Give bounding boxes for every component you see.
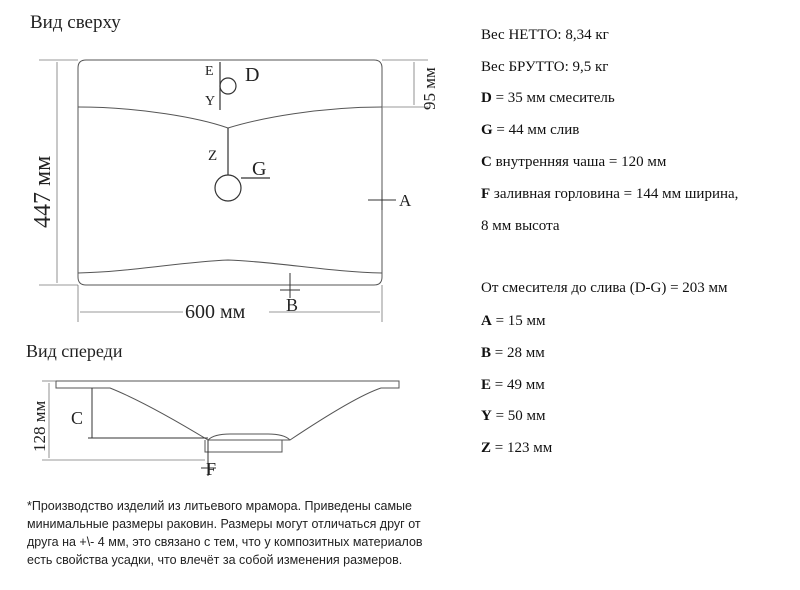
marker-g: G xyxy=(252,158,267,180)
offset-label: 95 мм xyxy=(420,67,439,110)
marker-e: E xyxy=(205,64,214,79)
top-view-title: Вид сверху xyxy=(30,12,121,33)
spec-net-weight: Вес НЕТТО: 8,34 кг xyxy=(481,27,609,43)
faucet-hole xyxy=(220,62,236,110)
marker-a: A xyxy=(399,191,412,210)
marker-y: Y xyxy=(205,94,216,109)
spec-g: G = 44 мм слив xyxy=(481,122,580,138)
spec-d-g: От смесителя до слива (D-G) = 203 мм xyxy=(481,280,728,296)
footnote xyxy=(27,497,497,569)
height-dimension xyxy=(42,381,205,460)
spec-y: Y = 50 мм xyxy=(481,408,546,424)
spec-gross-weight: Вес БРУТТО: 9,5 кг xyxy=(481,59,609,75)
marker-b: B xyxy=(286,295,299,315)
depth-label: 447 мм xyxy=(30,155,56,228)
spec-a: A = 15 мм xyxy=(481,313,546,329)
spec-e: E = 49 мм xyxy=(481,377,545,393)
spec-z: Z = 123 мм xyxy=(481,440,553,456)
marker-c: C xyxy=(71,408,84,428)
marker-f: F xyxy=(206,459,217,479)
spec-b: B = 28 мм xyxy=(481,345,545,361)
footnote-line: есть свойства усадки, что влечёт за собой изменения размеров. xyxy=(27,553,403,567)
footnote-line: *Производство изделий из литьевого мрамора. Приведены самые xyxy=(27,499,412,513)
footnote-line: друга на +\- 4 мм, это связано с тем, что у композитных материалов xyxy=(27,535,423,549)
marker-c-lines xyxy=(88,388,208,438)
marker-a-lines xyxy=(368,190,396,210)
front-view-title: Вид спереди xyxy=(26,341,123,361)
marker-z: Z xyxy=(208,148,218,164)
sink-front-outline xyxy=(56,381,399,452)
height-label: 128 мм xyxy=(30,400,49,452)
footnote-line: минимальные размеры раковин. Размеры могут отличаться друг от xyxy=(27,517,421,531)
width-label: 600 мм xyxy=(185,301,246,323)
spec-d: D = 35 мм смеситель xyxy=(481,90,615,106)
spec-f: F заливная горловина = 144 мм ширина, xyxy=(481,186,739,202)
spec-f-height: 8 мм высота xyxy=(481,218,560,234)
spec-c: C внутренняя чаша = 120 мм xyxy=(481,154,667,170)
marker-d: D xyxy=(245,64,260,86)
